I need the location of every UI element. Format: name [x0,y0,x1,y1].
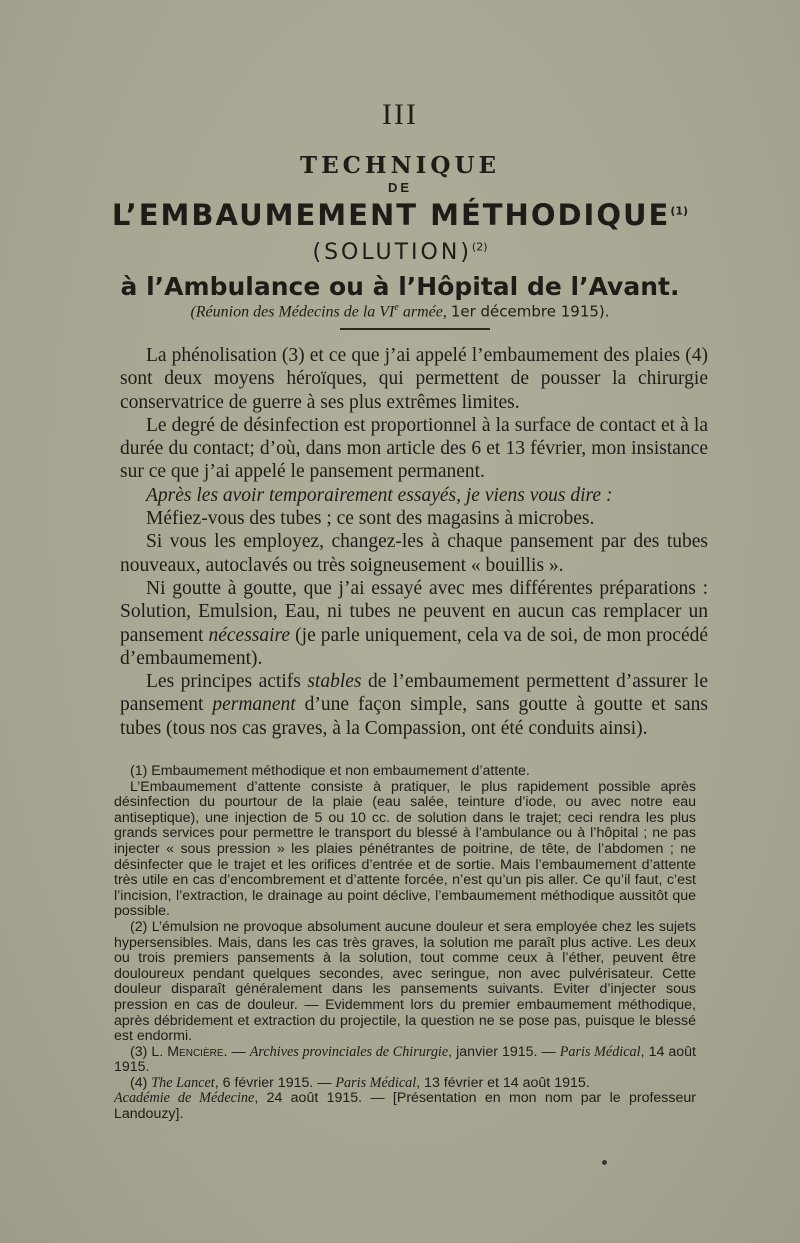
text-run: (3) L. [130,1043,168,1060]
footnote [114,1076,696,1123]
paragraph: Si vous les employez, changez-les à chaque pansement par des tubes nouveaux, autoclavés ou très soigneusement « bouillis ». [120,531,708,576]
page-title [0,198,800,232]
text-run: , 24 août 1915. — [Présentation en mon nom par le professeur Landouzy]. [114,1090,696,1123]
emphasis: nécessaire [208,624,291,646]
paragraph: Méfiez-vous des tubes ; ce sont des magasins à microbes. [146,508,595,530]
title-divider [340,328,490,330]
main-text [120,344,708,740]
meeting-mid: armée, [398,303,451,321]
meeting-prefix: (Réunion des Médecins de la VI [190,303,395,321]
title-connector: DE [387,180,413,195]
emphasis: permanent [212,694,296,716]
text-run: Les principes actifs [146,671,308,693]
paragraph [120,670,708,740]
footnote: L’Embaumement d’attente consiste à pratiquer, le plus rapidement possible après désinfection du pourtour de la plaie (eau salée, teinture d’iode, ou avec notre eau antiseptique), une injection de 5 ou 10 cc. de solution dans le trajet; ceci rendra les plus grands services pour permettre le transport du blessé à l’ambulance ou à l’hôpital ; ne pas injecter « sous pression » les plaies pénétrantes de poitrine, de tête, de l’abdomen ; ne désinfecter que le trajet et les orifices d’entrée et de sortie. Mais l’embaumement d’attente très utile en cas d’encombrement et d’attente forcée, n’est qu’un pis aller. Ce qu’il faut, c’est l’incision, l’extraction, le drainage au point déclive, l’embaumement méthodique aussitôt que possible. [114,778,696,920]
footnote-ref-2: (2) [471,240,488,254]
text-run: . — [223,1043,250,1060]
author-name: Mencière [167,1043,224,1060]
text-run: d’une façon simple, sans goutte à goutte et sans tubes (tous nos cas graves, à la Compassion, ont été conduits ainsi). [120,694,709,739]
text-run: Ni goutte à goutte, que j’ai essayé avec mes différentes préparations : Solution, Emulsion, Eau, ni tubes ne peuvent en aucun cas remplacer un pansement [120,577,708,646]
subtitle-solution [0,240,800,265]
section-label: TECHNIQUE [299,152,501,179]
paragraph: Le degré de désinfection est proportionnel à la surface de contact et à la durée du contact; d’où, dans mon article des 6 et 13 février, mon insistance sur ce que j’ai appelé le pansement permanent. [120,414,708,483]
text-run: (4) [130,1074,152,1091]
meeting-date: 1er décembre 1915). [450,302,610,321]
citation-title: Paris Médical [559,1043,641,1060]
page-title-text: L’EMBAUMEMENT MÉTHODIQUE [111,198,671,232]
paragraph [120,577,708,670]
text-run: , 6 février 1915. — [214,1074,336,1091]
footnote: (2) L’émulsion ne provoque absolument aucune douleur et sera employée chez les sujets hypersensibles. Mais, dans les cas très graves, la solution me paraît plus active. Les deux ou trois premiers pansements à la solution, tout comme ceux à l’éther, peuvent être douloureux pendant quelques secondes, avec seringue, non avec pulvérisateur. Cette douleur disparaît généralement dans les pansements suivants. Eviter d’injecter sous pression en cas de douleur. — Evidemment lors du premier embaumement méthodique, après débridement et extraction du projectile, la question ne se pose pas, puisque le blessé est endormi. [114,918,696,1045]
footnote-ref-1: (1) [670,204,689,218]
text-run: de l’embaumement permettent d’assurer le pansement [120,671,708,716]
footnote [114,1045,696,1076]
chapter-number: III [382,98,418,131]
paragraph: La phénolisation (3) et ce que j’ai appelé l’embaumement des plaies (4) sont deux moyens héroïques, qui permettent de pousser la chirurgie conservatrice de guerre à ses plus extrêmes limites. [120,345,708,413]
footnotes [114,764,696,1123]
subtitle-location: à l’Ambulance ou à l’Hôpital de l’Avant. [120,272,680,301]
solution-text: (SOLUTION) [312,240,472,265]
text-run: , janvier 1915. — [448,1043,560,1060]
ink-spot [602,1160,607,1165]
citation-title: Paris Médical [335,1074,417,1091]
emphasis: stables [307,671,362,693]
citation-title: Académie de Médecine [114,1090,255,1107]
meeting-reference [0,302,800,321]
text-run: (je parle uniquement, cela va de soi, de mon procédé d’embaumement). [120,624,708,669]
citation-title: Archives provinciales de Chirurgie [249,1043,449,1060]
meeting-sup: e [394,302,399,313]
citation-title: The Lancet [151,1074,215,1091]
text-run: , 14 août 1915. [114,1043,696,1076]
footnote: (1) Embaumement méthodique et non embaumement d’attente. [130,763,530,779]
text-run: , 13 février et 14 août 1915. [416,1074,590,1091]
paragraph-italic [120,484,708,507]
emphasis: Après les avoir temporairement essayés, je viens vous dire : [146,484,613,506]
